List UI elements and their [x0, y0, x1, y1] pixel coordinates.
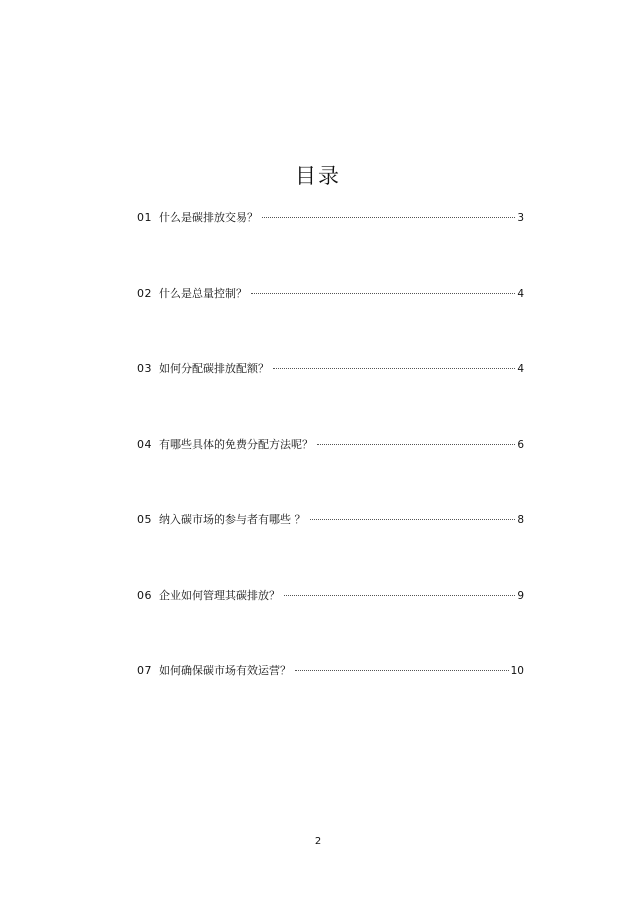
toc-entry-page: 8	[517, 514, 524, 526]
toc-entry-number: 05	[137, 513, 152, 526]
toc-entry-number: 02	[137, 286, 152, 300]
toc-entry-number: 07	[137, 664, 152, 677]
toc-entry-number: 04	[137, 437, 152, 451]
toc-dot-leader	[262, 217, 515, 218]
toc-entry-05[interactable]	[137, 510, 524, 529]
toc-entry-text: 什么是总量控制？	[159, 286, 247, 300]
toc-dot-leader	[251, 293, 515, 294]
page-number: 2	[314, 836, 322, 847]
toc-entry-page: 4	[517, 287, 524, 300]
toc-entry-number: 06	[137, 588, 152, 602]
toc-entry-text: 如何确保碳市场有效运营？	[159, 664, 291, 677]
toc-entry-text: 企业如何管理其碳排放？	[159, 588, 280, 602]
toc-dot-leader	[310, 519, 516, 520]
toc-dot-leader	[295, 670, 509, 671]
toc-title: 目录	[295, 164, 341, 188]
toc-entry-number: 01	[137, 211, 152, 224]
toc-entry-01[interactable]	[137, 208, 524, 227]
toc-entry-page: 6	[517, 438, 524, 451]
toc-entry-page: 3	[517, 212, 524, 224]
toc-entry-number: 03	[137, 362, 152, 375]
toc-entry-text: 纳入碳市场的参与者有哪些 ？	[159, 513, 306, 526]
toc-dot-leader	[284, 595, 515, 596]
toc-entry-page: 4	[517, 363, 524, 375]
toc-entry-page: 9	[517, 589, 524, 602]
toc-dot-leader	[317, 444, 515, 445]
toc-entry-04[interactable]	[137, 435, 524, 454]
toc-entry-03[interactable]	[137, 359, 524, 378]
toc-dot-leader	[273, 368, 515, 369]
toc-entry-text: 如何分配碳排放配额？	[159, 362, 269, 375]
toc-entry-02[interactable]	[137, 284, 524, 303]
toc-entry-text: 有哪些具体的免费分配方法呢？	[159, 437, 313, 451]
toc-list	[137, 208, 524, 737]
toc-entry-text: 什么是碳排放交易？	[159, 211, 258, 224]
toc-entry-page: 10	[510, 665, 524, 677]
toc-entry-07[interactable]	[137, 661, 524, 680]
toc-entry-06[interactable]	[137, 586, 524, 605]
